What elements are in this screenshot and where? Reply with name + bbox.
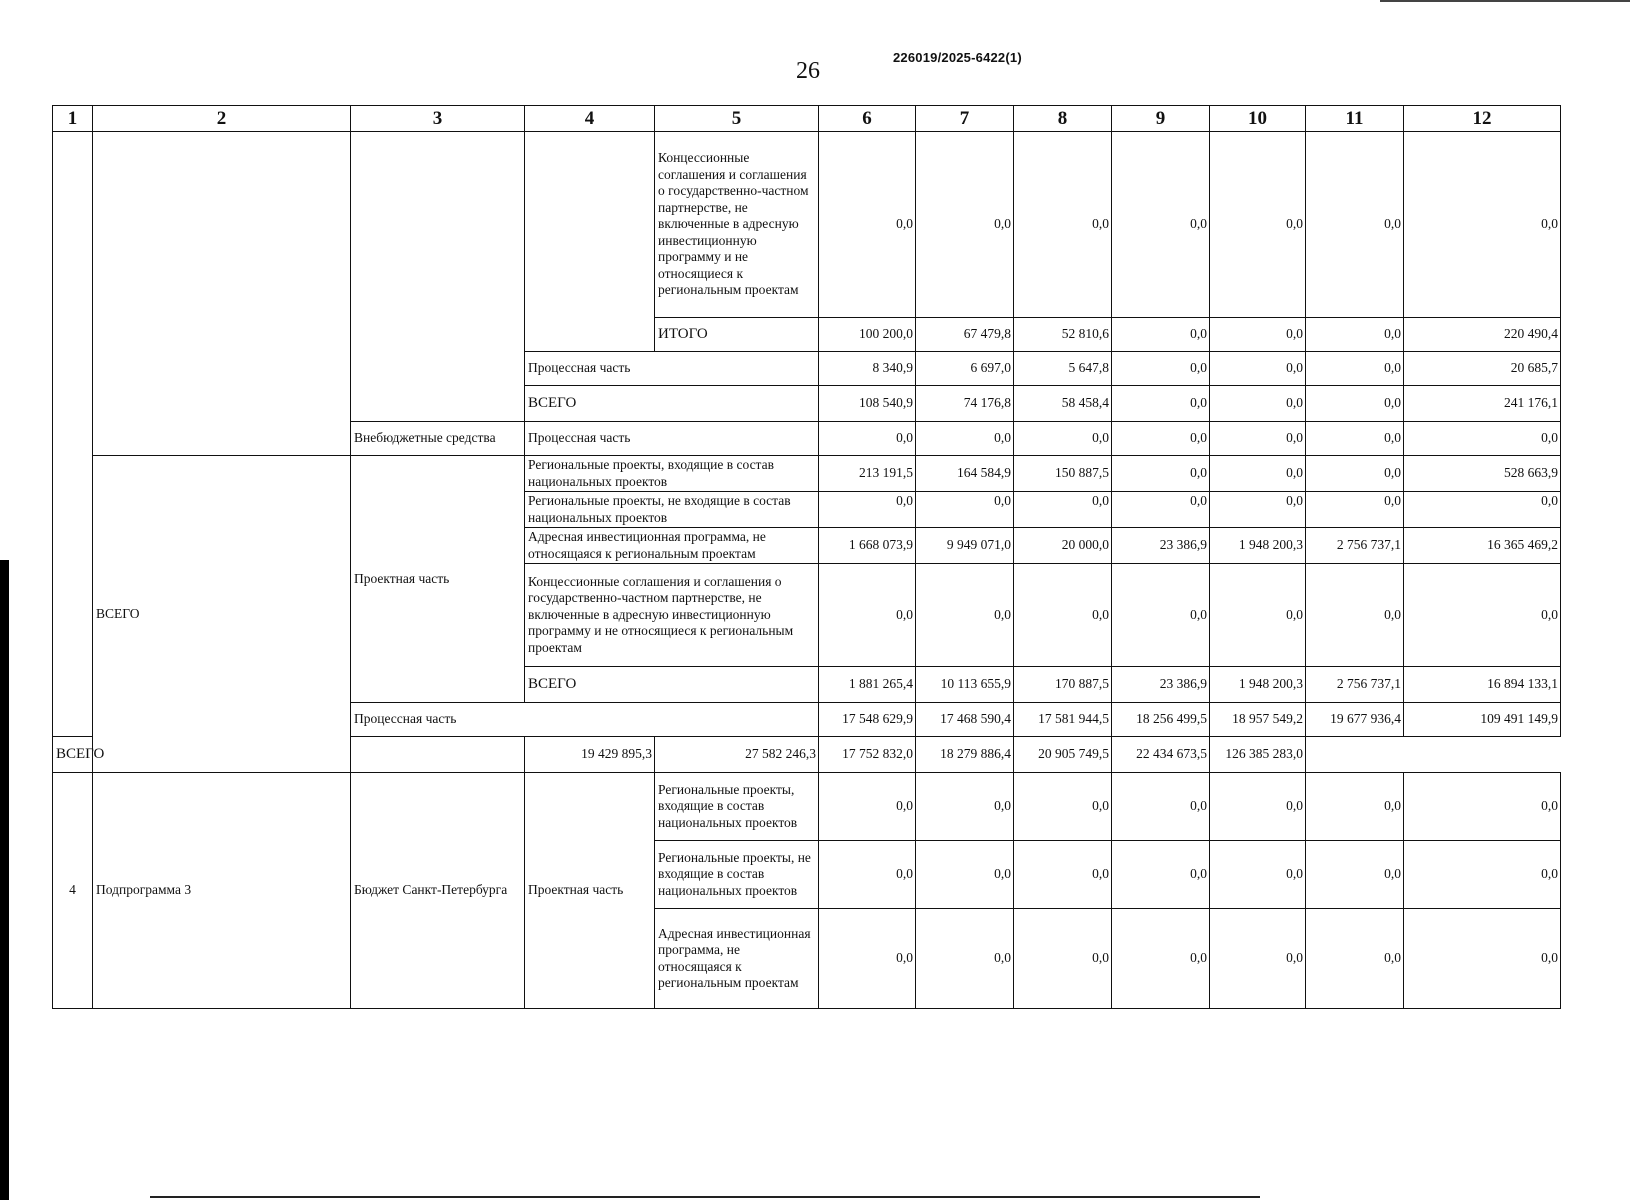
subprogram-3-label: Подпрограмма 3 [93, 773, 351, 1009]
value-cell: 0,0 [1306, 422, 1404, 456]
value-cell: 27 582 246,3 [655, 737, 819, 773]
value-cell: 0,0 [819, 132, 916, 318]
value-cell: 0,0 [1112, 492, 1210, 528]
value-cell: 1 948 200,3 [1210, 528, 1306, 564]
table-row [53, 132, 1561, 318]
value-cell: 52 810,6 [1014, 318, 1112, 352]
table-row [53, 737, 1561, 773]
value-cell: 0,0 [1210, 773, 1306, 841]
value-cell: 18 279 886,4 [916, 737, 1014, 773]
concession-label: Концессионные соглашения и соглашения о государственно-частном партнерстве, не включенные в адресную инвестиционную программу и не относящиеся к региональным проектам [655, 132, 819, 318]
address-program-label: Адресная инвестиционная программа, не относящаяся к региональным проектам [525, 528, 819, 564]
value-cell: 0,0 [1112, 352, 1210, 386]
value-cell: 100 200,0 [819, 318, 916, 352]
value-cell: 0,0 [1210, 132, 1306, 318]
value-cell: 0,0 [1112, 456, 1210, 492]
value-cell: 126 385 283,0 [1210, 737, 1306, 773]
col-num-11: 11 [1306, 106, 1404, 132]
value-cell: 20 000,0 [1014, 528, 1112, 564]
concession-wide-label: Концессионные соглашения и соглашения о государственно-частном партнерстве, не включенные в адресную инвестиционную программу и не относящиеся к региональным проектам [525, 564, 819, 667]
value-cell: 0,0 [1210, 841, 1306, 909]
value-cell: 19 677 936,4 [1306, 703, 1404, 737]
value-cell: 0,0 [1014, 773, 1112, 841]
value-cell: 9 949 071,0 [916, 528, 1014, 564]
value-cell: 0,0 [1404, 422, 1561, 456]
column-number-row [53, 106, 1561, 132]
value-cell: 0,0 [916, 841, 1014, 909]
program-name-cell [93, 132, 351, 456]
value-cell: 241 176,1 [1404, 386, 1561, 422]
value-cell: 0,0 [1112, 909, 1210, 1009]
value-cell: 0,0 [1306, 492, 1404, 528]
col-num-4: 4 [525, 106, 655, 132]
value-cell: 0,0 [1112, 386, 1210, 422]
budget-table [52, 105, 1561, 1009]
col-num-5: 5 [655, 106, 819, 132]
value-cell: 0,0 [1014, 132, 1112, 318]
scan-left-edge [0, 560, 9, 1200]
value-cell: 0,0 [819, 564, 916, 667]
reg-in-national-label: Региональные проекты, входящие в состав национальных проектов [525, 456, 819, 492]
value-cell: 0,0 [1306, 386, 1404, 422]
row-number-cell [53, 132, 93, 737]
value-cell: 1 948 200,3 [1210, 667, 1306, 703]
value-cell: 0,0 [1404, 841, 1561, 909]
value-cell: 0,0 [1210, 386, 1306, 422]
project-part-label: Проектная часть [525, 773, 655, 1009]
value-cell: 20 905 749,5 [1014, 737, 1112, 773]
value-cell: 0,0 [916, 132, 1014, 318]
value-cell: 5 647,8 [1014, 352, 1112, 386]
value-cell: 0,0 [1306, 841, 1404, 909]
project-vsego-label: ВСЕГО [525, 667, 819, 703]
value-cell: 0,0 [1404, 564, 1561, 667]
funding-source-cell [351, 132, 525, 422]
value-cell: 16 894 133,1 [1404, 667, 1561, 703]
value-cell: 0,0 [1014, 564, 1112, 667]
value-cell: 0,0 [916, 909, 1014, 1009]
value-cell: 0,0 [819, 841, 916, 909]
value-cell: 0,0 [1210, 492, 1306, 528]
value-cell: 6 697,0 [916, 352, 1014, 386]
vsego-section-label: ВСЕГО [93, 456, 351, 773]
process-part-label: Процессная часть [525, 352, 819, 386]
col-num-9: 9 [1112, 106, 1210, 132]
value-cell: 58 458,4 [1014, 386, 1112, 422]
col-num-3: 3 [351, 106, 525, 132]
page-number: 26 [796, 58, 820, 84]
value-cell: 0,0 [916, 422, 1014, 456]
extrabudget-label: Внебюджетные средства [351, 422, 525, 456]
value-cell: 0,0 [1112, 132, 1210, 318]
value-cell: 0,0 [1306, 318, 1404, 352]
value-cell: 2 756 737,1 [1306, 528, 1404, 564]
value-cell: 0,0 [1210, 352, 1306, 386]
value-cell: 1 668 073,9 [819, 528, 916, 564]
value-cell: 23 386,9 [1112, 667, 1210, 703]
value-cell: 16 365 469,2 [1404, 528, 1561, 564]
value-cell: 23 386,9 [1112, 528, 1210, 564]
value-cell: 0,0 [1014, 841, 1112, 909]
value-cell: 150 887,5 [1014, 456, 1112, 492]
value-cell: 18 957 549,2 [1210, 703, 1306, 737]
address-program-label: Адресная инвестиционная программа, не относящаяся к региональным проектам [655, 909, 819, 1009]
value-cell: 0,0 [1210, 909, 1306, 1009]
col-num-1: 1 [53, 106, 93, 132]
part-cell [525, 132, 655, 352]
value-cell: 10 113 655,9 [916, 667, 1014, 703]
value-cell: 220 490,4 [1404, 318, 1561, 352]
value-cell: 0,0 [1210, 318, 1306, 352]
col-num-2: 2 [93, 106, 351, 132]
table-row [53, 773, 1561, 841]
value-cell: 0,0 [1014, 422, 1112, 456]
value-cell: 0,0 [1306, 564, 1404, 667]
value-cell: 0,0 [1306, 773, 1404, 841]
reg-not-in-national-label: Региональные проекты, не входящие в состав национальных проектов [655, 841, 819, 909]
project-part-label: Проектная часть [351, 456, 525, 703]
budget-spb-label: Бюджет Санкт-Петербурга [351, 773, 525, 1009]
value-cell: 0,0 [1404, 132, 1561, 318]
col-num-12: 12 [1404, 106, 1561, 132]
col-num-10: 10 [1210, 106, 1306, 132]
value-cell: 0,0 [1210, 564, 1306, 667]
value-cell: 0,0 [1112, 422, 1210, 456]
value-cell: 17 752 832,0 [819, 737, 916, 773]
value-cell: 0,0 [819, 422, 916, 456]
value-cell: 17 468 590,4 [916, 703, 1014, 737]
reg-in-national-label: Региональные проекты, входящие в состав национальных проектов [655, 773, 819, 841]
col-num-6: 6 [819, 106, 916, 132]
value-cell: 19 429 895,3 [525, 737, 655, 773]
document-id: 226019/2025-6422(1) [893, 50, 1022, 65]
process-part-label: Процессная часть [525, 422, 819, 456]
value-cell: 0,0 [1210, 422, 1306, 456]
vsego-label: ВСЕГО [525, 386, 819, 422]
value-cell: 108 540,9 [819, 386, 916, 422]
table-row [53, 456, 1561, 492]
row-number-4: 4 [53, 773, 93, 1009]
value-cell: 2 756 737,1 [1306, 667, 1404, 703]
value-cell: 0,0 [1404, 773, 1561, 841]
value-cell: 17 548 629,9 [819, 703, 916, 737]
value-cell: 0,0 [1210, 456, 1306, 492]
value-cell: 0,0 [1112, 318, 1210, 352]
value-cell: 170 887,5 [1014, 667, 1112, 703]
scan-bottom-rule [150, 1196, 1260, 1198]
value-cell: 18 256 499,5 [1112, 703, 1210, 737]
value-cell: 0,0 [1112, 841, 1210, 909]
value-cell: 0,0 [1112, 564, 1210, 667]
value-cell: 0,0 [819, 909, 916, 1009]
col-num-7: 7 [916, 106, 1014, 132]
value-cell: 0,0 [819, 492, 916, 528]
reg-not-in-national-label: Региональные проекты, не входящие в состав национальных проектов [525, 492, 819, 528]
value-cell: 164 584,9 [916, 456, 1014, 492]
value-cell: 0,0 [1014, 909, 1112, 1009]
value-cell: 0,0 [1404, 492, 1561, 528]
value-cell: 0,0 [916, 564, 1014, 667]
value-cell: 0,0 [819, 773, 916, 841]
value-cell: 109 491 149,9 [1404, 703, 1561, 737]
value-cell: 8 340,9 [819, 352, 916, 386]
value-cell: 20 685,7 [1404, 352, 1561, 386]
value-cell: 213 191,5 [819, 456, 916, 492]
process-total-label: Процессная часть [351, 703, 819, 737]
value-cell: 0,0 [916, 492, 1014, 528]
value-cell: 0,0 [1014, 492, 1112, 528]
value-cell: 1 881 265,4 [819, 667, 916, 703]
scan-top-rule [1380, 0, 1630, 2]
value-cell: 17 581 944,5 [1014, 703, 1112, 737]
col-num-8: 8 [1014, 106, 1112, 132]
value-cell: 0,0 [1306, 456, 1404, 492]
value-cell: 0,0 [916, 773, 1014, 841]
value-cell: 0,0 [1306, 132, 1404, 318]
grand-total-label: ВСЕГО [53, 737, 525, 773]
value-cell: 0,0 [1306, 352, 1404, 386]
value-cell: 0,0 [1306, 909, 1404, 1009]
value-cell: 74 176,8 [916, 386, 1014, 422]
value-cell: 67 479,8 [916, 318, 1014, 352]
value-cell: 528 663,9 [1404, 456, 1561, 492]
value-cell: 0,0 [1112, 773, 1210, 841]
value-cell: 22 434 673,5 [1112, 737, 1210, 773]
value-cell: 0,0 [1404, 909, 1561, 1009]
itogo-label: ИТОГО [655, 318, 819, 352]
